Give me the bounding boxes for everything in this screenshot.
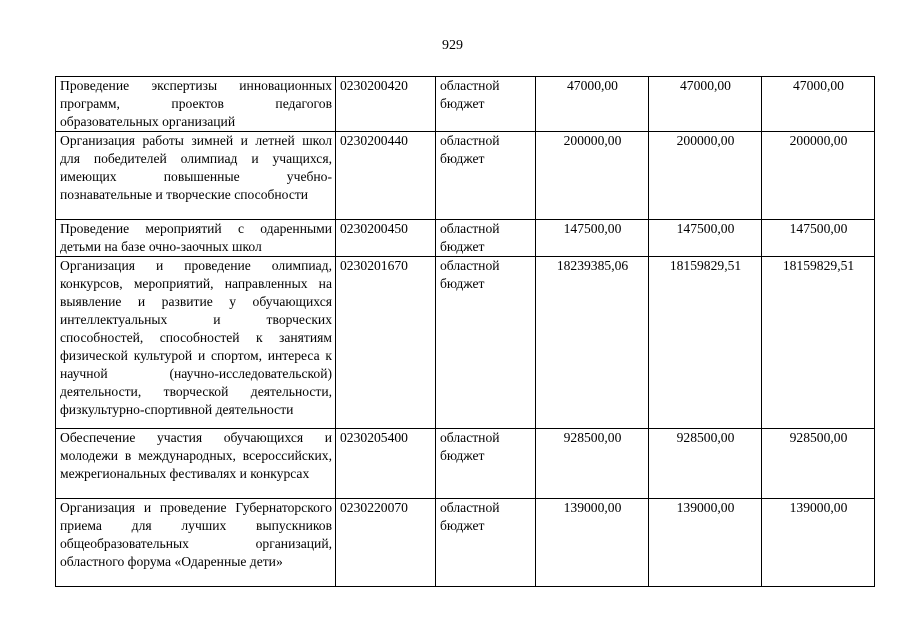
budget-code: 0230200450 [336, 220, 436, 257]
amount-year-1: 18239385,06 [536, 257, 649, 429]
amount-year-2: 139000,00 [649, 499, 762, 587]
activity-name: Проведение экспертизы инновационных программ, проектов педагогов образовательных организаций [56, 77, 336, 132]
amount-year-1: 200000,00 [536, 132, 649, 220]
funding-source: областной бюджет [436, 499, 536, 587]
budget-code: 0230205400 [336, 429, 436, 499]
amount-year-1: 147500,00 [536, 220, 649, 257]
activity-name: Организация работы зимней и летней школ для победителей олимпиад и учащихся, имеющих повышенные учебно-познавательные и творческие способности [56, 132, 336, 220]
budget-code: 0230200440 [336, 132, 436, 220]
amount-year-3: 47000,00 [762, 77, 875, 132]
amount-year-3: 928500,00 [762, 429, 875, 499]
amount-year-3: 147500,00 [762, 220, 875, 257]
amount-year-3: 200000,00 [762, 132, 875, 220]
budget-code: 0230200420 [336, 77, 436, 132]
amount-year-2: 147500,00 [649, 220, 762, 257]
amount-year-3: 18159829,51 [762, 257, 875, 429]
amount-year-1: 47000,00 [536, 77, 649, 132]
table-row [56, 77, 875, 132]
amount-year-2: 18159829,51 [649, 257, 762, 429]
table-row [56, 132, 875, 220]
amount-year-2: 47000,00 [649, 77, 762, 132]
activity-name: Организация и проведение олимпиад, конкурсов, мероприятий, направленных на выявление и развитие у обучающихся интеллектуальных и творческих способностей, способностей к занятиям физической культурой и спортом, интереса к научной (научно-исследовательской) деятельности, творческой деятельности, физкультурно-спортивной деятельности [56, 257, 336, 429]
activity-name: Проведение мероприятий с одаренными детьми на базе очно-заочных школ [56, 220, 336, 257]
funding-source: областной бюджет [436, 429, 536, 499]
amount-year-1: 928500,00 [536, 429, 649, 499]
budget-table [55, 76, 875, 587]
funding-source: областной бюджет [436, 77, 536, 132]
table-row [56, 220, 875, 257]
amount-year-3: 139000,00 [762, 499, 875, 587]
table-row [56, 429, 875, 499]
page-number: 929 [442, 38, 463, 53]
funding-source: областной бюджет [436, 132, 536, 220]
table-row [56, 257, 875, 429]
activity-name: Организация и проведение Губернаторского приема для лучших выпускников общеобразовательных организаций, областного форума «Одаренные дети» [56, 499, 336, 587]
table-row [56, 499, 875, 587]
amount-year-2: 928500,00 [649, 429, 762, 499]
activity-name: Обеспечение участия обучающихся и молодежи в международных, всероссийских, межрегиональных фестивалях и конкурсах [56, 429, 336, 499]
budget-code: 0230220070 [336, 499, 436, 587]
amount-year-2: 200000,00 [649, 132, 762, 220]
budget-code: 0230201670 [336, 257, 436, 429]
amount-year-1: 139000,00 [536, 499, 649, 587]
funding-source: областной бюджет [436, 220, 536, 257]
funding-source: областной бюджет [436, 257, 536, 429]
